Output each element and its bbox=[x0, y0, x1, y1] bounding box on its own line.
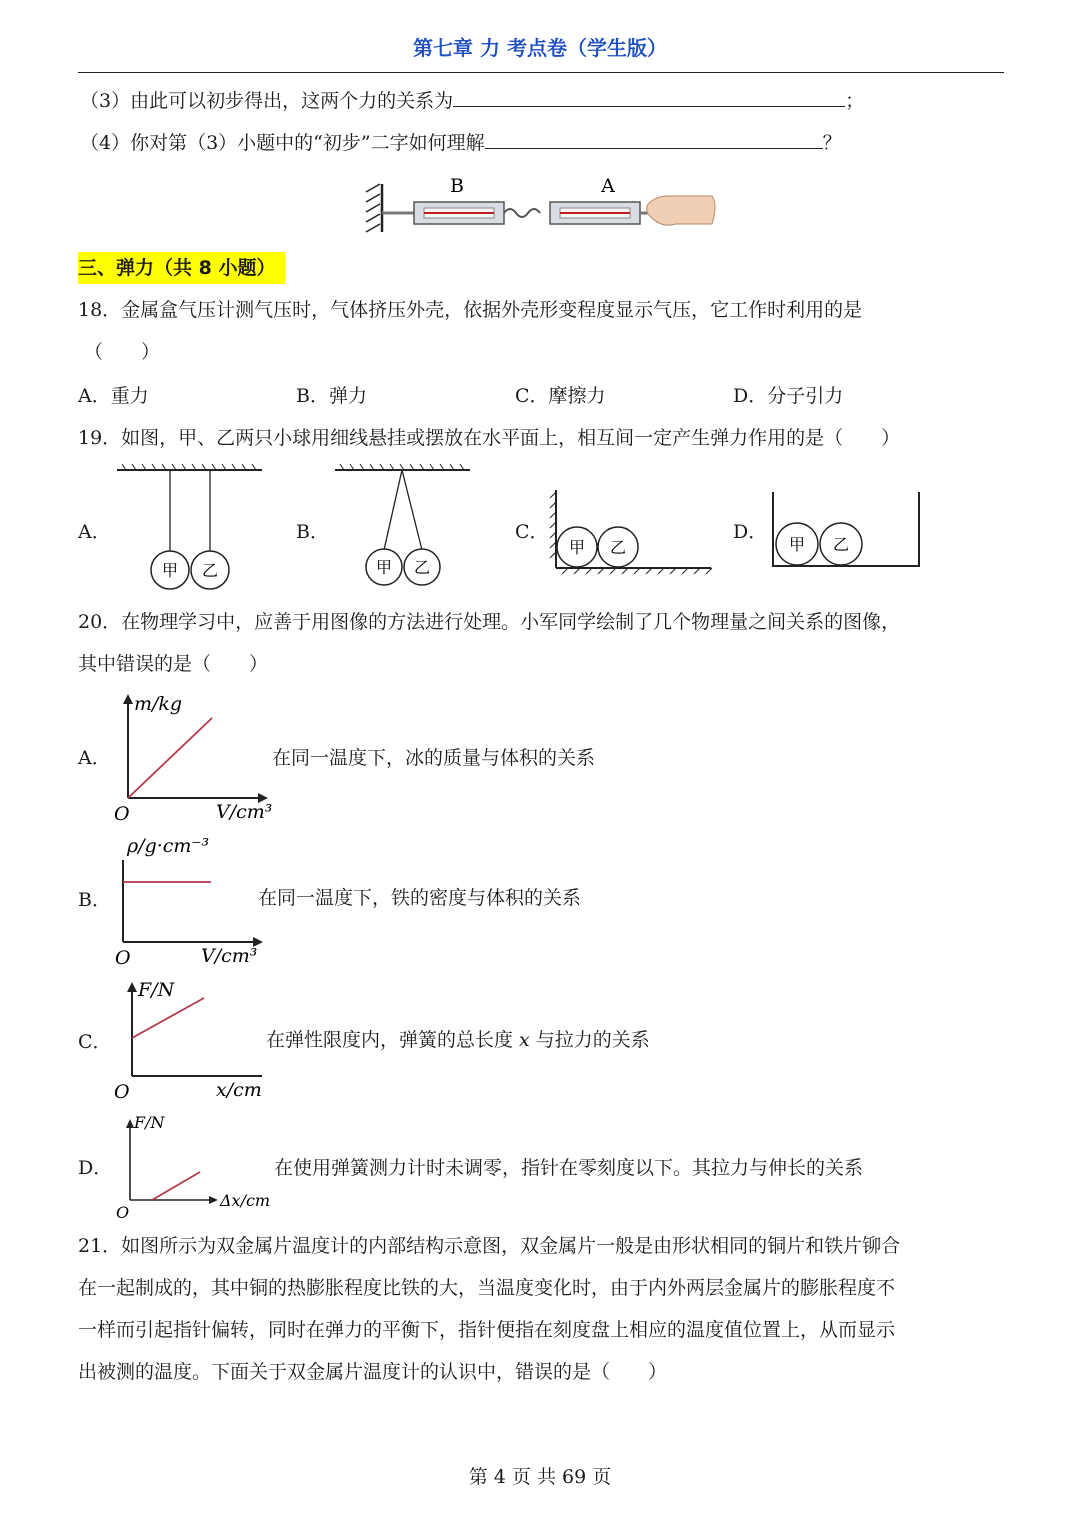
ball-jia: 甲 bbox=[788, 535, 806, 554]
scale-a-label: A bbox=[601, 175, 615, 197]
q21-line-3: 一样而引起指针偏转，同时在弹力的平衡下，指针便指在刻度盘上相应的温度值位置上，从而显示 bbox=[78, 1319, 896, 1341]
q20-option-d-label: D． bbox=[78, 1157, 113, 1179]
spring-scale-b-icon bbox=[414, 202, 504, 224]
q18-option-b: B．弹力 bbox=[296, 385, 367, 407]
graph-c-line bbox=[132, 998, 204, 1038]
origin-label: O bbox=[114, 803, 130, 825]
q19-option-a-label: A． bbox=[78, 521, 111, 543]
ball-yi: 乙 bbox=[832, 535, 850, 554]
q20-graph-a bbox=[108, 688, 278, 828]
x-axis-label: Δx/cm bbox=[220, 1191, 271, 1210]
x-axis-label: V/cm³ bbox=[201, 945, 258, 967]
q20-graph-c bbox=[112, 976, 272, 1104]
q20-option-c-label: C． bbox=[78, 1031, 112, 1053]
page-footer: 第 4 页 共 69 页 bbox=[468, 1466, 612, 1488]
q19-option-c-label: C． bbox=[515, 521, 549, 543]
q18-paren: （ ） bbox=[84, 341, 161, 363]
q18-option-c: C．摩擦力 bbox=[515, 385, 606, 407]
origin-label: O bbox=[115, 947, 131, 969]
x-axis-label: V/cm³ bbox=[216, 801, 273, 823]
origin-label: O bbox=[114, 1081, 130, 1103]
y-axis-label: F/N bbox=[138, 979, 175, 1001]
item-4-blank bbox=[485, 130, 823, 149]
q19-option-b-label: B． bbox=[296, 521, 329, 543]
q20-option-c-desc-var: x bbox=[519, 1029, 530, 1051]
q18-option-a: A．重力 bbox=[78, 385, 149, 407]
section-heading: 三、弹力（共 8 小题） bbox=[78, 252, 285, 284]
page-header-title: 第七章 力 考点卷（学生版） bbox=[413, 36, 667, 60]
q19-stem: 19．如图，甲、乙两只小球用细线悬挂或摆放在水平面上，相互间一定产生弹力作用的是（ ） bbox=[78, 427, 901, 449]
q20-stem-line2: 其中错误的是（ ） bbox=[78, 653, 269, 675]
q20-option-a-label: A． bbox=[78, 747, 111, 769]
ball-jia: 甲 bbox=[161, 561, 179, 580]
origin-label: O bbox=[116, 1203, 130, 1220]
item-3 bbox=[80, 88, 864, 113]
q21-line-4: 出被测的温度。下面关于双金属片温度计的认识中，错误的是（ ） bbox=[78, 1361, 668, 1383]
q20-option-c-desc-post: 与拉力的关系 bbox=[529, 1029, 650, 1051]
wall-icon bbox=[366, 184, 382, 232]
item-4-text: （4）你对第（3）小题中的“初步”二字如何理解 bbox=[80, 132, 485, 154]
header-divider bbox=[78, 72, 1004, 73]
item-3-blank bbox=[453, 88, 845, 107]
ball-yi: 乙 bbox=[609, 538, 627, 557]
q20-option-a-desc: 在同一温度下，冰的质量与体积的关系 bbox=[272, 747, 596, 769]
graph-a-line bbox=[128, 718, 212, 798]
q20-option-c-desc-pre: 在弹性限度内，弹簧的总长度 bbox=[266, 1029, 520, 1051]
q20-stem-line1: 20．在物理学习中，应善于用图像的方法进行处理。小军同学绘制了几个物理量之间关系的图像， bbox=[78, 611, 901, 633]
q21-line-1: 21．如图所示为双金属片温度计的内部结构示意图，双金属片一般是由形状相同的铜片和铁片铆合 bbox=[78, 1235, 901, 1257]
y-axis-label: m/kg bbox=[134, 693, 183, 715]
item-4 bbox=[80, 130, 842, 155]
q18-stem: 18．金属盒气压计测气压时，气体挤压外壳，依据外壳形变程度显示气压，它工作时利用的是 bbox=[78, 299, 863, 321]
q20-option-b-desc: 在同一温度下，铁的密度与体积的关系 bbox=[258, 887, 582, 909]
ball-jia: 甲 bbox=[375, 558, 393, 577]
ball-jia: 甲 bbox=[568, 538, 586, 557]
q19-figure-b bbox=[330, 462, 475, 592]
q20-option-b-label: B． bbox=[78, 889, 111, 911]
q19-figure-c bbox=[546, 486, 714, 576]
q19-figure-a bbox=[112, 462, 267, 592]
q21-line-2: 在一起制成的，其中铜的热膨胀程度比铁的大，当温度变化时，由于内外两层金属片的膨胀程度不 bbox=[78, 1277, 896, 1299]
spring-scale-a-icon bbox=[550, 202, 640, 224]
item-3-text: （3）由此可以初步得出，这两个力的关系为 bbox=[80, 90, 454, 112]
ball-yi: 乙 bbox=[413, 558, 431, 577]
q20-graph-b bbox=[105, 830, 275, 970]
q20-graph-d bbox=[112, 1110, 282, 1220]
x-axis-label: x/cm bbox=[216, 1079, 262, 1101]
q20-option-c-desc bbox=[266, 1028, 650, 1052]
y-axis-label: F/N bbox=[134, 1113, 165, 1132]
item-3-end: ； bbox=[845, 90, 865, 112]
q19-option-d-label: D． bbox=[733, 521, 768, 543]
q19-figure-d bbox=[768, 490, 924, 570]
ball-yi: 乙 bbox=[201, 561, 219, 580]
item-4-end: ？ bbox=[822, 132, 842, 154]
spring-scales-figure bbox=[360, 170, 720, 236]
hand-icon bbox=[647, 196, 715, 225]
y-axis-label: ρ/g·cm⁻³ bbox=[127, 835, 210, 857]
q20-option-d-desc: 在使用弹簧测力计时未调零，指针在零刻度以下。其拉力与伸长的关系 bbox=[274, 1157, 864, 1179]
scale-b-label: B bbox=[450, 175, 464, 197]
q18-option-d: D．分子引力 bbox=[733, 385, 844, 407]
graph-d-line bbox=[152, 1172, 200, 1200]
